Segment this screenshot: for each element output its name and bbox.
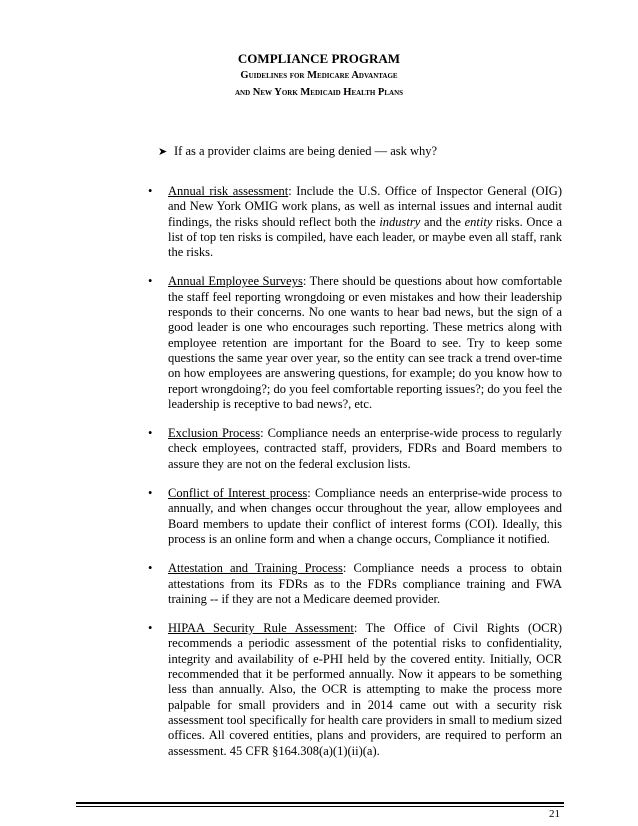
page-number: 21: [549, 808, 560, 820]
bullet-icon: •: [148, 426, 153, 441]
item-title: HIPAA Security Rule Assessment: [168, 621, 354, 636]
list-item: [148, 561, 562, 607]
list-item: [148, 426, 562, 472]
item-title: Attestation and Training Process: [168, 561, 343, 576]
arrow-item-text: If as a provider claims are being denied — ask why?: [174, 144, 438, 158]
page-header: [0, 50, 638, 101]
bullet-icon: •: [148, 486, 153, 501]
bullet-icon: •: [148, 561, 153, 576]
item-body: : Compliance needs an enterprise-wide process to annually, and when changes occur throughout the year, allow employees and Board members to update their conflict of interest forms (COI). Ideally, this process is an online form and when a change occurs, Compliance it notified.: [168, 486, 562, 546]
item-title: Annual risk assessment: [168, 184, 289, 198]
item-body: and the: [420, 214, 465, 229]
bullet-icon: •: [148, 274, 153, 289]
bullet-icon: •: [148, 184, 153, 198]
list-item: [148, 274, 562, 412]
document-subtitle-1: Guidelines for Medicare Advantage: [240, 70, 398, 81]
item-body: risks. Once a list of top ten risks is compiled, have each leader, or maybe even all staff, rank the risks.: [168, 214, 563, 260]
item-emphasis: industry: [379, 214, 421, 229]
list-item: [148, 184, 562, 260]
item-body: : Compliance needs an enterprise-wide process to regularly check employees, contracted staff, providers, FDRs and Board members to assure they are not on the federal exclusion lists.: [168, 426, 562, 471]
arrow-bullet-icon: ➤: [158, 146, 168, 158]
footer-rule-thick: [76, 802, 564, 804]
item-body: : Compliance needs a process to obtain attestations from its FDRs as to the FDRs compliance training and FWA training -- if they are not a Medicare deemed provider.: [168, 561, 563, 606]
item-title: Exclusion Process: [168, 426, 261, 441]
item-body: : The Office of Civil Rights (OCR) recommends a periodic assessment of the potential risks to confidentiality, integrity and availability of e-PHI held by the covered entity. Initially, OCR recommended that it be performed annually. Now it appears to be something less than annually. Also, the OCR is attempting to make the process more palpable for small providers and in 2014 came out with a security risk assessment tool specifically for health care providers in small to medium sized offices. All covered entities, plans and providers, are required to perform an assessment. 45 CFR §164.308(a)(1)(ii)(a).: [168, 621, 562, 758]
item-title: Annual Employee Surveys: [168, 274, 303, 289]
list-item: [148, 621, 562, 759]
document-subtitle-2: and New York Medicaid Health Plans: [234, 87, 404, 98]
item-body: : Include the U.S. Office of Inspector General (OIG) and New York OMIG work plans, as well as internal issues and internal audit findings, the risks should reflect both the: [168, 184, 562, 229]
footer-rule-thin: [76, 806, 564, 807]
document-title: COMPLIANCE PROGRAM: [237, 51, 401, 66]
item-title: Conflict of Interest process: [168, 486, 308, 501]
item-body: : There should be questions about how comfortable the staff feel reporting wrongdoing or even mistakes and how their leadership responds to their concerns. No one wants to hear bad news, but the sign of a good leader is one who encourages such reporting. These metrics along with employee retention are important for the Board to see. Try to keep some questions the same year over year, so the entity can see track a trend over-time on how employees are answering questions, for example; do you know how to report wrongdoing?; do you feel comfortable reporting issues?; do you feel the leadership is receptive to bad news?, etc.: [168, 274, 562, 411]
bullet-icon: •: [148, 621, 153, 636]
arrow-list-item: [158, 144, 437, 159]
bullet-list: [148, 184, 562, 773]
item-emphasis: entity: [464, 214, 493, 229]
list-item: [148, 486, 562, 547]
